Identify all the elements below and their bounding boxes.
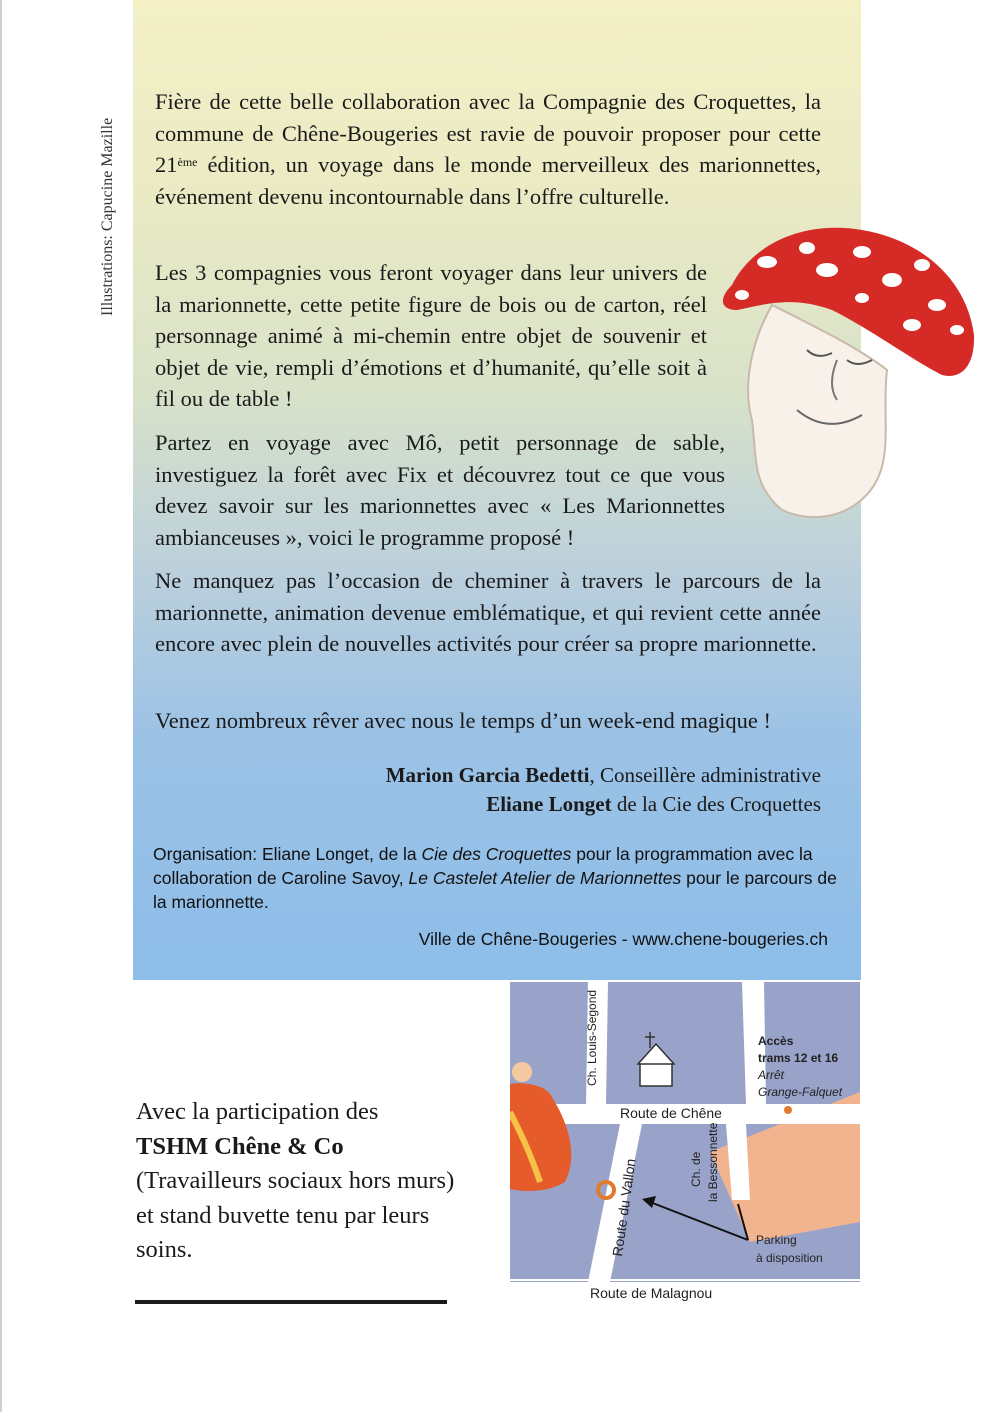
illustration-credit: Illustrations: Capucine Mazille — [99, 117, 116, 316]
map-label-route-chene: Route de Chêne — [620, 1105, 722, 1121]
paragraph-intro: Fière de cette belle collaboration avec la Compagnie des Croquettes, la commune de Chêne-Bougeries est ravie de pouvoir proposer pour cette 21ème édition, un voyage dans le monde merveilleux des marionnettes, événement devenu incontournable dans l’offre culturelle. — [155, 89, 821, 209]
map-parking-1: Parking — [756, 1233, 797, 1247]
access-map — [510, 982, 860, 1324]
paragraph-parcours: Ne manquez pas l’occasion de cheminer à travers le parcours de la marionnette, animation devenue emblématique, et qui revient cette année encore avec plein de nouvelles activités pour créer sa propre marionnette. — [155, 568, 821, 656]
map-label-bessonnette-2: la Bessonnette — [706, 1122, 720, 1202]
partner-note: Avec la participation des TSHM Chêne & Co (Travailleurs sociaux hors murs) et stand buvette tenu par leurs soins. — [136, 1098, 455, 1263]
map-parking-2: à disposition — [756, 1251, 823, 1265]
paragraph-program: Partez en voyage avec Mô, petit personnage de sable, investiguez la forêt avec Fix et découvrez tout ce que vous devez savoir sur les marionnettes avec « Les Marionnettes ambianceuses », voici le programme proposé ! — [155, 430, 725, 550]
paragraph-companies: Les 3 compagnies vous feront voyager dans leur univers de la marionnette, cette petite figure de bois ou de carton, réel personnage animé à mi-chemin entre objet de souvenir et objet de vie, rempli d’émotions et d’humanité, qu’elle soit à fil ou de table ! — [155, 260, 707, 411]
website-line: Ville de Chêne-Bougeries - www.chene-bougeries.ch — [418, 929, 828, 949]
map-access-trams: trams 12 et 16 — [758, 1051, 839, 1065]
tram-stop-icon — [784, 1106, 792, 1114]
map-label-route-malagnou: Route de Malagnou — [590, 1285, 713, 1301]
page-edge — [0, 0, 2, 1412]
map-label-bessonnette-1: Ch. de — [689, 1151, 703, 1187]
paragraph-closing: Venez nombreux rêver avec nous le temps d’un week-end magique ! — [155, 708, 772, 733]
mushroom-illustration — [712, 210, 982, 530]
map-label-louis-segond: Ch. Louis-Segond — [585, 989, 599, 1086]
map-access-stop: Arrêt — [758, 1068, 785, 1082]
signature-company: Eliane Longet de la Cie des Croquettes — [486, 792, 821, 816]
map-access-title: Accès — [758, 1034, 794, 1048]
signature-councillor: Marion Garcia Bedetti, Conseillère administrative — [385, 763, 821, 787]
map-label-route-vallon: Route du Vallon — [609, 1157, 639, 1258]
divider-rule — [135, 1300, 447, 1304]
organisation-note: Organisation: Eliane Longet, de la Cie des Croquettes pour la programmation avec la collaboration de Caroline Savoy, Le Castelet Atelier de Marionnettes pour le parcours de la marionnette. — [153, 844, 837, 912]
map-access-stop-name: Grange-Falquet — [758, 1085, 843, 1099]
